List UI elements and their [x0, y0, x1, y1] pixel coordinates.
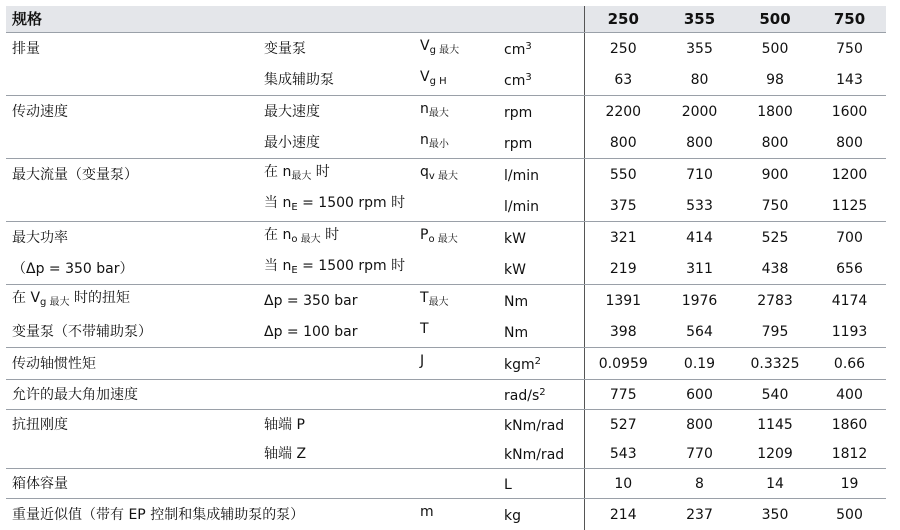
cell-value: 533 [662, 190, 737, 222]
cell-value: 4174 [813, 285, 886, 317]
cell-value: 1125 [813, 190, 886, 222]
cell-value: 143 [813, 64, 886, 96]
cell-value: 1391 [584, 285, 662, 317]
cell-value: 80 [662, 64, 737, 96]
cell-value: 350 [737, 499, 813, 530]
cell-value: 321 [584, 222, 662, 254]
row-condition: Δp = 100 bar [258, 316, 414, 348]
row-unit: kNm/rad [498, 410, 584, 440]
cell-value: 656 [813, 253, 886, 285]
table-row [6, 439, 886, 469]
row-symbol: $T_{最大}$ [414, 285, 498, 317]
table-row [6, 285, 886, 317]
row-unit: $cm^3$ [498, 33, 584, 65]
cell-value: 710 [662, 159, 737, 191]
row-condition [258, 469, 414, 499]
cell-value: 527 [584, 410, 662, 440]
cell-value: 1976 [662, 285, 737, 317]
cell-value: 19 [813, 469, 886, 499]
row-unit: Nm [498, 285, 584, 317]
table-row [6, 96, 886, 128]
row-condition [258, 380, 414, 410]
row-symbol [414, 439, 498, 469]
row-unit: l/min [498, 190, 584, 222]
row-unit: rad/$s^2$ [498, 380, 584, 410]
cell-value: 219 [584, 253, 662, 285]
row-symbol [414, 253, 498, 285]
table-row [6, 499, 886, 530]
header-row [6, 6, 886, 33]
row-group: 重量近似值（带有 EP 控制和集成辅助泵的泵） [6, 499, 414, 530]
cell-value: 250 [584, 33, 662, 65]
row-condition: 变量泵 [258, 33, 414, 65]
cell-value: 800 [584, 127, 662, 159]
row-unit: kW [498, 253, 584, 285]
row-group [6, 127, 258, 159]
cell-value: 1193 [813, 316, 886, 348]
row-symbol: T [414, 316, 498, 348]
cell-value: 564 [662, 316, 737, 348]
cell-value: 355 [662, 33, 737, 65]
row-symbol [414, 469, 498, 499]
cell-value: 1860 [813, 410, 886, 440]
header-size: 250 [584, 6, 662, 33]
cell-value: 500 [737, 33, 813, 65]
cell-value: 375 [584, 190, 662, 222]
row-unit: rpm [498, 127, 584, 159]
cell-value: 2783 [737, 285, 813, 317]
cell-value: 10 [584, 469, 662, 499]
cell-value: 0.19 [662, 348, 737, 380]
row-condition: 当 $n_E = 1500$ rpm 时 [258, 253, 414, 285]
row-symbol: $n_{最大}$ [414, 96, 498, 128]
row-group: 排量 [6, 33, 258, 65]
row-symbol: $q_{v 最大}$ [414, 159, 498, 191]
table-row [6, 410, 886, 440]
row-group: 传动轴惯性矩 [6, 348, 258, 380]
cell-value: 800 [662, 127, 737, 159]
cell-value: 1209 [737, 439, 813, 469]
row-unit: $cm^3$ [498, 64, 584, 96]
row-group: 变量泵（不带辅助泵） [6, 316, 258, 348]
cell-value: 1600 [813, 96, 886, 128]
row-group: 在 $V_{g 最大}$ 时的扭矩 [6, 285, 258, 317]
table-row [6, 33, 886, 65]
row-unit: kg [498, 499, 584, 530]
cell-value: 750 [813, 33, 886, 65]
row-unit: rpm [498, 96, 584, 128]
cell-value: 540 [737, 380, 813, 410]
header-size: 750 [813, 6, 886, 33]
table-row [6, 64, 886, 96]
row-group [6, 190, 258, 222]
table-row [6, 380, 886, 410]
row-group: 传动速度 [6, 96, 258, 128]
row-unit: kgm$^2$ [498, 348, 584, 380]
row-group: 允许的最大角加速度 [6, 380, 258, 410]
row-group: 最大流量（变量泵） [6, 159, 258, 191]
row-group [6, 64, 258, 96]
cell-value: 775 [584, 380, 662, 410]
row-symbol: $n_{最小}$ [414, 127, 498, 159]
cell-value: 214 [584, 499, 662, 530]
table-row [6, 253, 886, 285]
row-unit: Nm [498, 316, 584, 348]
cell-value: 2200 [584, 96, 662, 128]
cell-value: 400 [813, 380, 886, 410]
header-title: 规格 [6, 6, 584, 33]
table-row [6, 316, 886, 348]
table-row [6, 222, 886, 254]
cell-value: 0.66 [813, 348, 886, 380]
row-condition: 最大速度 [258, 96, 414, 128]
row-group: 箱体容量 [6, 469, 258, 499]
cell-value: 0.3325 [737, 348, 813, 380]
cell-value: 800 [737, 127, 813, 159]
row-symbol: $P_{o 最大}$ [414, 222, 498, 254]
cell-value: 2000 [662, 96, 737, 128]
table-row [6, 127, 886, 159]
cell-value: 1800 [737, 96, 813, 128]
row-condition [258, 348, 414, 380]
table-row [6, 159, 886, 191]
cell-value: 1812 [813, 439, 886, 469]
cell-value: 63 [584, 64, 662, 96]
row-unit: l/min [498, 159, 584, 191]
cell-value: 98 [737, 64, 813, 96]
row-condition: 当 $n_E = 1500$ rpm 时 [258, 190, 414, 222]
cell-value: 438 [737, 253, 813, 285]
cell-value: 237 [662, 499, 737, 530]
cell-value: 795 [737, 316, 813, 348]
row-unit: kW [498, 222, 584, 254]
table-row [6, 190, 886, 222]
row-symbol [414, 380, 498, 410]
cell-value: 770 [662, 439, 737, 469]
cell-value: 398 [584, 316, 662, 348]
cell-value: 8 [662, 469, 737, 499]
cell-value: 543 [584, 439, 662, 469]
cell-value: 1200 [813, 159, 886, 191]
header-size: 500 [737, 6, 813, 33]
row-condition: 最小速度 [258, 127, 414, 159]
cell-value: 14 [737, 469, 813, 499]
cell-value: 311 [662, 253, 737, 285]
cell-value: 1145 [737, 410, 813, 440]
cell-value: 750 [737, 190, 813, 222]
cell-value: 525 [737, 222, 813, 254]
row-symbol: $V_{g 最大}$ [414, 33, 498, 65]
cell-value: 600 [662, 380, 737, 410]
row-unit: kNm/rad [498, 439, 584, 469]
cell-value: 900 [737, 159, 813, 191]
row-symbol: m [414, 499, 498, 530]
row-condition: 轴端 P [258, 410, 414, 440]
row-group [6, 439, 258, 469]
row-symbol [414, 190, 498, 222]
row-symbol: $V_{g H}$ [414, 64, 498, 96]
cell-value: 500 [813, 499, 886, 530]
row-condition: 轴端 Z [258, 439, 414, 469]
spec-table [6, 6, 886, 530]
cell-value: 550 [584, 159, 662, 191]
cell-value: 0.0959 [584, 348, 662, 380]
row-condition: 在 $n_{最大}$ 时 [258, 159, 414, 191]
cell-value: 414 [662, 222, 737, 254]
row-unit: L [498, 469, 584, 499]
header-size: 355 [662, 6, 737, 33]
table-row [6, 348, 886, 380]
cell-value: 800 [662, 410, 737, 440]
cell-value: 700 [813, 222, 886, 254]
row-symbol [414, 410, 498, 440]
row-condition: Δp = 350 bar [258, 285, 414, 317]
cell-value: 800 [813, 127, 886, 159]
row-group: 最大功率 [6, 222, 258, 254]
row-condition: 集成辅助泵 [258, 64, 414, 96]
row-group: （Δp = 350 bar） [6, 253, 258, 285]
row-condition: 在 $n_{o 最大}$ 时 [258, 222, 414, 254]
row-symbol: J [414, 348, 498, 380]
row-group: 抗扭刚度 [6, 410, 258, 440]
table-row [6, 469, 886, 499]
